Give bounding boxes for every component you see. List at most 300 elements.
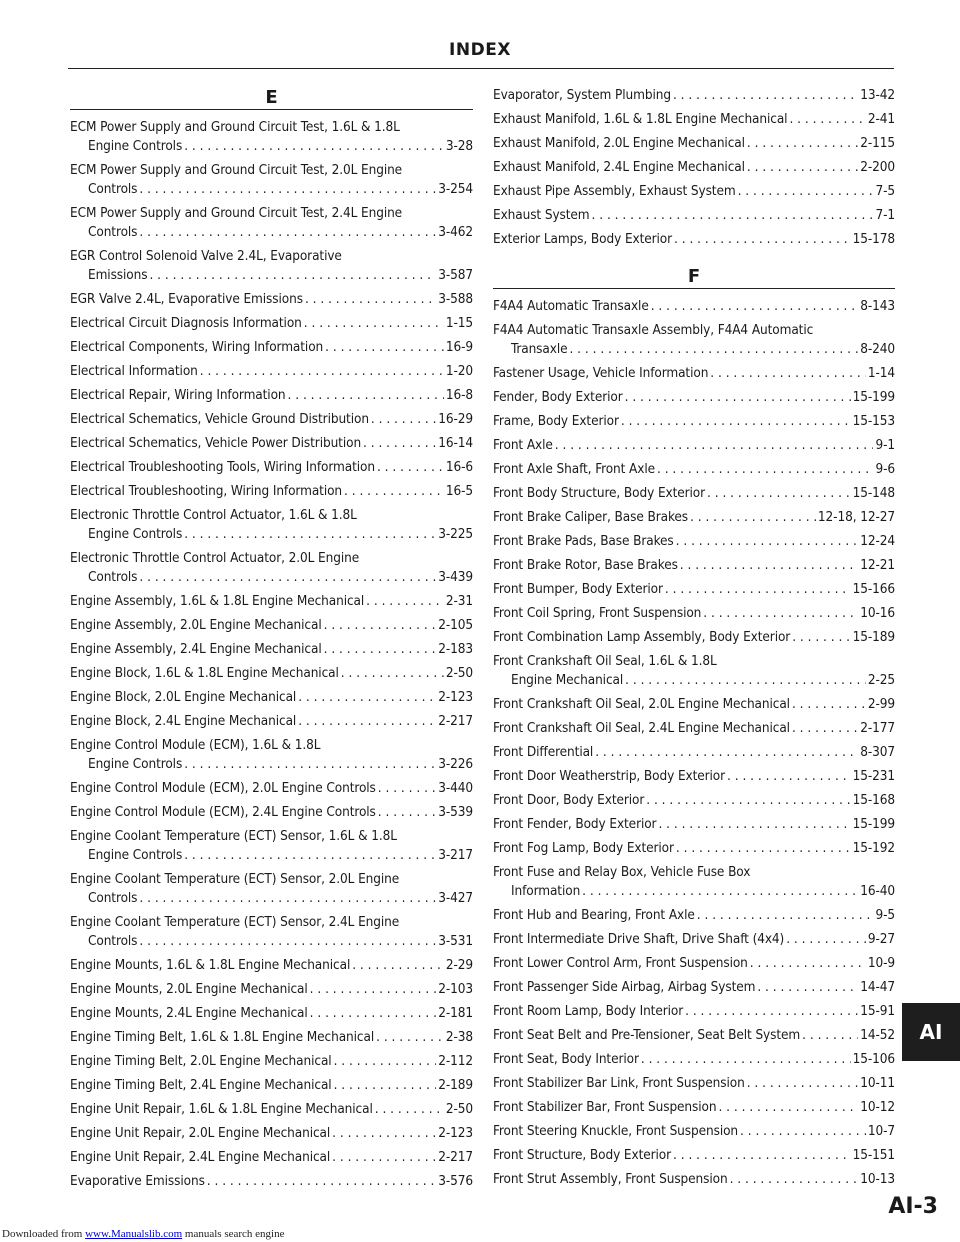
header-rule (68, 68, 894, 69)
dot-leader (324, 616, 437, 635)
index-entry (70, 290, 473, 309)
dot-leader (324, 640, 437, 659)
index-entry-page: 10-13 (860, 1171, 895, 1187)
dot-leader (673, 1146, 851, 1165)
index-entry-title: Engine Timing Belt, 2.0L Engine Mechanical (70, 1053, 332, 1069)
index-entry-title: Front Crankshaft Oil Seal, 2.4L Engine Mechanical (493, 720, 790, 736)
index-entry-line (493, 628, 895, 647)
index-entry-line (493, 364, 895, 383)
dot-leader (310, 1004, 437, 1023)
index-entry (493, 1146, 895, 1165)
index-entry-page: 2-189 (438, 1077, 473, 1093)
index-entry-title: Frame, Body Exterior (493, 413, 619, 429)
index-entry (70, 362, 473, 381)
index-entry-list (493, 86, 895, 249)
index-entry (493, 1074, 895, 1093)
index-entry (493, 1026, 895, 1045)
index-entry (70, 1004, 473, 1023)
index-entry (70, 434, 473, 453)
dot-leader (657, 460, 873, 479)
index-entry-title: Fender, Body Exterior (493, 389, 623, 405)
index-entry (493, 1002, 895, 1021)
dot-leader (595, 743, 858, 762)
dot-leader (375, 1100, 444, 1119)
index-entry (70, 1076, 473, 1095)
index-entry-page: 16-14 (438, 435, 473, 451)
index-entry-title: Engine Assembly, 2.4L Engine Mechanical (70, 641, 322, 657)
index-entry-line (70, 664, 473, 683)
index-entry-page: 16-8 (445, 387, 473, 403)
index-entry-page: 12-21 (860, 557, 895, 573)
index-entry-page: 2-29 (445, 957, 473, 973)
index-entry-line (70, 410, 473, 429)
index-entry-line (493, 954, 895, 973)
index-entry-page: 2-217 (438, 713, 473, 729)
download-footer (2, 1228, 284, 1240)
index-entry (70, 410, 473, 429)
index-entry-line (493, 695, 895, 714)
dot-leader (377, 458, 444, 477)
index-entry-continuation: Controls (88, 890, 138, 906)
dot-leader (792, 695, 866, 714)
index-entry (493, 436, 895, 455)
index-entry-continuation: Controls (88, 933, 138, 949)
dot-leader (792, 719, 858, 738)
index-entry-page: 15-166 (852, 581, 895, 597)
index-entry-page: 10-7 (867, 1123, 895, 1139)
index-entry (493, 388, 895, 407)
dot-leader (621, 412, 851, 431)
index-entry-title: Front Brake Caliper, Base Brakes (493, 509, 689, 525)
dot-leader (376, 1028, 444, 1047)
dot-leader (184, 846, 436, 865)
index-entry-page: 12-18, 12-27 (817, 509, 895, 525)
index-entry (493, 930, 895, 949)
index-entry (70, 640, 473, 659)
index-entry-title: Engine Assembly, 2.0L Engine Mechanical (70, 617, 322, 633)
dot-leader (625, 388, 851, 407)
index-entry (493, 134, 895, 153)
index-entry (493, 719, 895, 738)
index-entry-line (70, 1004, 473, 1023)
index-entry-page: 15-106 (852, 1051, 895, 1067)
index-entry-page: 14-47 (860, 979, 895, 995)
index-entry (493, 412, 895, 431)
index-entry-title: Engine Control Module (ECM), 2.4L Engine Controls (70, 804, 376, 820)
index-entry-title: ECM Power Supply and Ground Circuit Test, 2.0L Engine (70, 162, 403, 178)
index-entry-continuation: Engine Controls (88, 756, 183, 772)
index-entry (493, 1170, 895, 1189)
dot-leader (789, 110, 865, 129)
index-entry-title: Front Door, Body Exterior (493, 792, 645, 808)
index-entry-title: Exhaust Pipe Assembly, Exhaust System (493, 183, 736, 199)
index-entry-page: 3-531 (438, 933, 473, 949)
dot-leader (334, 1076, 437, 1095)
index-entry (493, 158, 895, 177)
index-entry-title: Exhaust Manifold, 1.6L & 1.8L Engine Mechanical (493, 111, 788, 127)
index-entry-line (493, 580, 895, 599)
index-entry-line (70, 755, 473, 774)
index-entry-line (70, 290, 473, 309)
index-entry (493, 532, 895, 551)
index-entry (70, 980, 473, 999)
index-entry (493, 484, 895, 503)
index-entry-line (70, 846, 473, 865)
index-entry-page: 1-15 (445, 315, 473, 331)
index-entry-page: 16-5 (445, 483, 473, 499)
index-entry (70, 712, 473, 731)
index-entry (493, 86, 895, 105)
index-entry-line (70, 1148, 473, 1167)
index-entry-title: Electrical Circuit Diagnosis Information (70, 315, 302, 331)
index-entry-line (493, 978, 895, 997)
index-entry-title: Front Seat Belt and Pre-Tensioner, Seat Belt System (493, 1027, 801, 1043)
index-entry (493, 839, 895, 858)
index-column-right (493, 86, 895, 1194)
index-entry-title: Front Lower Control Arm, Front Suspension (493, 955, 748, 971)
dot-leader (730, 1170, 859, 1189)
dot-leader (792, 628, 850, 647)
dot-leader (378, 779, 436, 798)
index-entry-page: 13-42 (860, 87, 895, 103)
index-entry (70, 161, 473, 199)
index-entry-title: Exhaust System (493, 207, 590, 223)
index-entry-page: 3-462 (438, 224, 473, 240)
index-entry (493, 580, 895, 599)
index-entry-title: Engine Block, 2.4L Engine Mechanical (70, 713, 297, 729)
index-entry-line (70, 1028, 473, 1047)
index-entry-page: 3-587 (438, 267, 473, 283)
index-entry-line (493, 206, 895, 225)
index-entry (70, 458, 473, 477)
index-entry-page: 2-25 (867, 672, 895, 688)
index-entry-page: 16-29 (438, 411, 473, 427)
index-entry-title: Front Bumper, Body Exterior (493, 581, 663, 597)
index-entry-title: Engine Block, 2.0L Engine Mechanical (70, 689, 297, 705)
index-entry-page: 2-177 (860, 720, 895, 736)
manualslib-link[interactable]: www.Manualslib.com (85, 1228, 183, 1240)
index-entry-page: 8-143 (860, 298, 895, 314)
dot-leader (569, 340, 858, 359)
index-entry (493, 1098, 895, 1117)
index-entry (70, 1124, 473, 1143)
index-entry-title: Electrical Repair, Wiring Information (70, 387, 286, 403)
index-entry-page: 9-1 (875, 437, 895, 453)
dot-leader (304, 314, 444, 333)
index-entry (493, 206, 895, 225)
index-entry-line (493, 743, 895, 762)
index-entry-line (70, 980, 473, 999)
index-entry-title: F4A4 Automatic Transaxle Assembly, F4A4 Automatic (493, 322, 814, 338)
index-entry-line (70, 712, 473, 731)
footer-suffix: manuals search engine (184, 1228, 285, 1240)
dot-leader (747, 134, 858, 153)
index-entry-page: 16-9 (445, 339, 473, 355)
index-entry-title: Electrical Schematics, Vehicle Power Distribution (70, 435, 362, 451)
index-entry-title: Electrical Troubleshooting, Wiring Information (70, 483, 343, 499)
index-entry-line (70, 932, 473, 951)
dot-leader (344, 482, 444, 501)
dot-leader (352, 956, 444, 975)
index-entry (70, 779, 473, 798)
dot-leader (676, 532, 859, 551)
index-entry-page: 3-439 (438, 569, 473, 585)
index-entry (493, 230, 895, 249)
dot-leader (332, 1124, 436, 1143)
index-entry-continuation: Emissions (88, 267, 148, 283)
index-entry-page: 3-217 (438, 847, 473, 863)
index-entry-page: 3-588 (438, 291, 473, 307)
index-entry-page: 3-427 (438, 890, 473, 906)
dot-leader (757, 978, 858, 997)
index-entry-continuation: Engine Controls (88, 847, 183, 863)
index-entry-title: Front Crankshaft Oil Seal, 1.6L & 1.8L (493, 653, 717, 669)
index-entry-page: 8-240 (860, 341, 895, 357)
index-entry-title: Front Door Weatherstrip, Body Exterior (493, 768, 726, 784)
dot-leader (139, 932, 436, 951)
index-entry-page: 15-199 (852, 816, 895, 832)
index-entry-page: 3-576 (438, 1173, 473, 1189)
dot-leader (690, 508, 816, 527)
dot-leader (139, 568, 436, 587)
dot-leader (665, 580, 851, 599)
index-entry-title: F4A4 Automatic Transaxle (493, 298, 649, 314)
index-entry-title: Engine Unit Repair, 2.0L Engine Mechanical (70, 1125, 331, 1141)
index-entry-line (70, 1076, 473, 1095)
index-entry-line (493, 460, 895, 479)
dot-leader (703, 604, 858, 623)
dot-leader (625, 671, 866, 690)
index-entry-page: 14-52 (860, 1027, 895, 1043)
index-entry-line (70, 482, 473, 501)
index-entry-page: 2-123 (438, 689, 473, 705)
index-entry-line (493, 134, 895, 153)
dot-leader (298, 712, 436, 731)
index-entry-title: Exhaust Manifold, 2.4L Engine Mechanical (493, 159, 745, 175)
index-entry-page: 10-11 (860, 1075, 895, 1091)
dot-leader (184, 755, 436, 774)
index-entry-title: Front Stabilizer Bar, Front Suspension (493, 1099, 717, 1115)
index-entry (493, 743, 895, 762)
index-entry-line (493, 86, 895, 105)
index-entry-title: Engine Coolant Temperature (ECT) Sensor, 2.0L Engine (70, 871, 400, 887)
index-entry-line (493, 436, 895, 455)
index-entry-page: 15-151 (852, 1147, 895, 1163)
index-entry-page: 10-16 (860, 605, 895, 621)
dot-leader (298, 688, 436, 707)
index-entry-line (493, 719, 895, 738)
index-entry-line (493, 340, 895, 359)
index-entry (493, 364, 895, 383)
dot-leader (366, 592, 444, 611)
index-entry-title: Engine Assembly, 1.6L & 1.8L Engine Mechanical (70, 593, 365, 609)
index-entry-page: 3-440 (438, 780, 473, 796)
dot-leader (582, 882, 858, 901)
index-entry-line (70, 458, 473, 477)
index-entry (493, 556, 895, 575)
index-entry-line (493, 1050, 895, 1069)
index-entry (493, 815, 895, 834)
dot-leader (139, 180, 436, 199)
index-entry-page: 2-41 (867, 111, 895, 127)
page-title: INDEX (449, 40, 511, 60)
index-entry-title: Front Steering Knuckle, Front Suspension (493, 1123, 739, 1139)
dot-leader (658, 815, 850, 834)
index-entry-continuation: Transaxle (511, 341, 568, 357)
index-entry-title: Engine Control Module (ECM), 2.0L Engine Controls (70, 780, 376, 796)
index-entry-line (70, 779, 473, 798)
index-entry-page: 1-14 (867, 365, 895, 381)
index-entry-page: 1-20 (445, 363, 473, 379)
index-entry-line (70, 1124, 473, 1143)
index-entry (70, 616, 473, 635)
index-entry-title: Electronic Throttle Control Actuator, 1.6L & 1.8L (70, 507, 357, 523)
dot-leader (288, 386, 444, 405)
index-entry-continuation: Controls (88, 224, 138, 240)
index-entry-line (70, 616, 473, 635)
dot-leader (139, 223, 436, 242)
index-entry-title: Evaporator, System Plumbing (493, 87, 671, 103)
index-entry-title: Front Fog Lamp, Body Exterior (493, 840, 674, 856)
index-entry-line (493, 1146, 895, 1165)
index-entry (493, 604, 895, 623)
index-entry-title: Engine Coolant Temperature (ECT) Sensor, 1.6L & 1.8L (70, 828, 397, 844)
index-entry-page: 2-217 (438, 1149, 473, 1165)
index-entry-title: Engine Timing Belt, 1.6L & 1.8L Engine Mechanical (70, 1029, 375, 1045)
index-entry-title: EGR Control Solenoid Valve 2.4L, Evaporative (70, 248, 342, 264)
index-entry-line (493, 671, 895, 690)
dot-leader (802, 1026, 858, 1045)
dot-leader (310, 980, 437, 999)
index-entry-page: 10-9 (867, 955, 895, 971)
index-entry-title: Engine Block, 1.6L & 1.8L Engine Mechanical (70, 665, 339, 681)
index-entry-line (70, 889, 473, 908)
index-entry-page: 2-105 (438, 617, 473, 633)
dot-leader (341, 664, 444, 683)
dot-leader (651, 297, 858, 316)
dot-leader (325, 338, 444, 357)
index-entry-title: Front Crankshaft Oil Seal, 2.0L Engine Mechanical (493, 696, 790, 712)
index-entry-title: Front Room Lamp, Body Interior (493, 1003, 684, 1019)
index-entry (493, 1122, 895, 1141)
index-entry-continuation: Controls (88, 181, 138, 197)
index-entry-line (493, 882, 895, 901)
index-entry-continuation: Controls (88, 569, 138, 585)
index-entry-line (70, 592, 473, 611)
index-entry-line (493, 230, 895, 249)
index-entry-title: Engine Control Module (ECM), 1.6L & 1.8L (70, 737, 321, 753)
index-entry (70, 386, 473, 405)
index-entry-title: Front Differential (493, 744, 594, 760)
index-entry-line (493, 508, 895, 527)
index-entry-continuation: Information (511, 883, 581, 899)
dot-leader (184, 525, 436, 544)
index-entry-line (70, 1052, 473, 1071)
dot-leader (747, 158, 858, 177)
index-entry-title: Electrical Components, Wiring Information (70, 339, 324, 355)
dot-leader (371, 410, 436, 429)
index-entry (70, 482, 473, 501)
index-entry-line (70, 525, 473, 544)
index-entry-line (493, 1026, 895, 1045)
index-entry-page: 12-24 (860, 533, 895, 549)
index-entry-title: Front Fuse and Relay Box, Vehicle Fuse Box (493, 864, 751, 880)
index-entry (70, 1028, 473, 1047)
dot-leader (718, 1098, 858, 1117)
index-entry-page: 10-12 (860, 1099, 895, 1115)
index-entry-continuation: Engine Mechanical (511, 672, 624, 688)
index-entry-page: 15-231 (852, 768, 895, 784)
index-entry (493, 652, 895, 690)
index-entry-line (493, 1170, 895, 1189)
index-entry (493, 508, 895, 527)
index-entry (70, 549, 473, 587)
index-entry-page: 3-254 (438, 181, 473, 197)
footer-prefix: Downloaded from (2, 1228, 83, 1240)
index-column-left (70, 86, 473, 1196)
index-entry-title: Front Axle (493, 437, 553, 453)
index-entry (70, 247, 473, 285)
index-entry-title: Front Brake Pads, Base Brakes (493, 533, 674, 549)
dot-leader (707, 484, 851, 503)
dot-leader (673, 86, 858, 105)
index-entry-page: 2-103 (438, 981, 473, 997)
index-entry-title: Front Axle Shaft, Front Axle (493, 461, 655, 477)
index-entry-line (70, 956, 473, 975)
index-entry-line (493, 388, 895, 407)
index-entry (70, 664, 473, 683)
index-entry-page: 2-123 (438, 1125, 473, 1141)
section-heading-e: E (70, 86, 473, 110)
index-entry (70, 506, 473, 544)
dot-leader (685, 1002, 858, 1021)
dot-leader (207, 1172, 436, 1191)
index-entry-title: Fastener Usage, Vehicle Information (493, 365, 709, 381)
dot-leader (200, 362, 444, 381)
index-entry-title: Front Strut Assembly, Front Suspension (493, 1171, 728, 1187)
index-entry-page: 2-50 (445, 665, 473, 681)
index-entry-line (70, 1172, 473, 1191)
index-entry-page: 3-539 (438, 804, 473, 820)
index-entry-title: Electrical Information (70, 363, 198, 379)
index-entry (70, 118, 473, 156)
dot-leader (680, 556, 858, 575)
index-entry-page: 7-1 (875, 207, 895, 223)
index-entry (493, 182, 895, 201)
index-entry-line (493, 791, 895, 810)
index-entry (70, 338, 473, 357)
index-entry (493, 906, 895, 925)
index-entry-line (493, 532, 895, 551)
index-entry-line (70, 137, 473, 156)
dot-leader (139, 889, 436, 908)
index-entry-page: 2-38 (445, 1029, 473, 1045)
index-entry (70, 827, 473, 865)
index-entry-line (70, 568, 473, 587)
section-tab (902, 1003, 960, 1061)
index-entry-page: 2-181 (438, 1005, 473, 1021)
index-entry-page: 3-225 (438, 526, 473, 542)
index-entry-line (493, 110, 895, 129)
dot-leader (676, 839, 851, 858)
index-entry-title: Evaporative Emissions (70, 1173, 205, 1189)
index-entry-line (493, 1098, 895, 1117)
index-entry-page: 15-153 (852, 413, 895, 429)
index-entry (493, 460, 895, 479)
index-entry-title: Engine Coolant Temperature (ECT) Sensor, 2.4L Engine (70, 914, 400, 930)
index-entry-line (70, 1100, 473, 1119)
dot-leader (305, 290, 436, 309)
